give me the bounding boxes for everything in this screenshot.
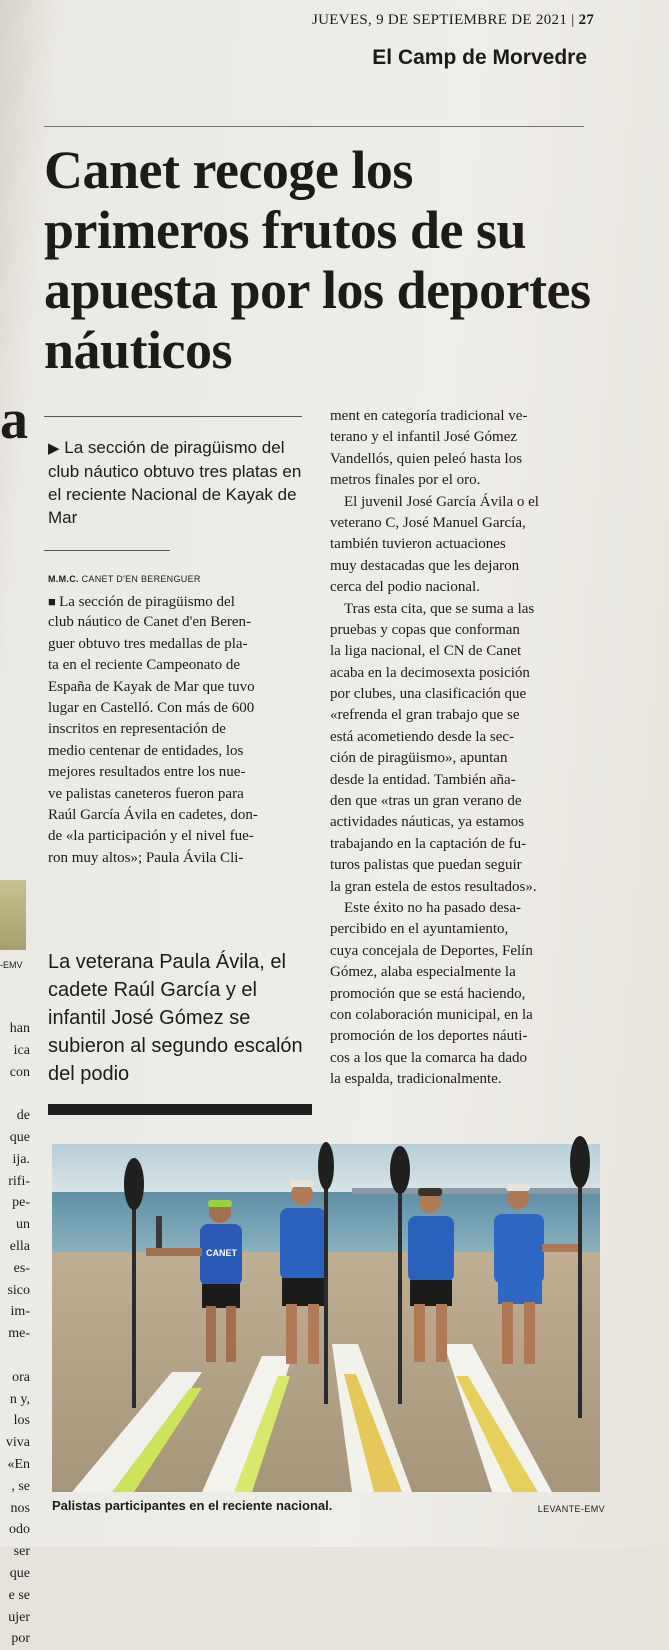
adjacent-text-fragment: ora bbox=[12, 1369, 30, 1385]
body-column-2 bbox=[330, 406, 594, 1091]
body-text-line: está acometiendo desde la sec- bbox=[330, 728, 515, 745]
square-bullet-icon: ■ bbox=[48, 594, 60, 609]
body-text-line: muy destacadas que les dejaron bbox=[330, 557, 520, 574]
issue-date: JUEVES, 9 DE SEPTIEMBRE DE 2021 bbox=[312, 12, 568, 28]
adjacent-photo-fragment bbox=[0, 880, 26, 950]
adjacent-article-fragment bbox=[0, 140, 34, 1647]
body-text-line: la espalda, tradicionalmente. bbox=[330, 1071, 502, 1088]
body-text-line: la gran estela de estos resultados». bbox=[330, 878, 537, 895]
header-rule bbox=[44, 126, 584, 127]
adjacent-text-fragment: ser bbox=[13, 1544, 30, 1560]
adjacent-text-fragment: por bbox=[11, 1631, 30, 1647]
body-text-line: turos palistas que puedan seguir bbox=[330, 857, 522, 874]
adjacent-text-fragment bbox=[0, 1345, 30, 1367]
body-text-line: trabajando en la captación de fu- bbox=[330, 835, 527, 852]
body-text-line: pruebas y copas que conforman bbox=[330, 621, 520, 638]
adjacent-text-fragment: , se bbox=[11, 1478, 30, 1494]
adjacent-text-fragment: es- bbox=[13, 1260, 30, 1276]
pull-quote: La veterana Paula Ávila, el cadete Raúl García y el infantil José Gómez se subieron al segundo escalón del podio bbox=[48, 951, 303, 1085]
body-text-line: «refrenda el gran trabajo que se bbox=[330, 707, 520, 724]
body-text-line: cos a los que la comarca ha dado bbox=[330, 1049, 527, 1066]
adjacent-text-fragment: que bbox=[9, 1565, 30, 1581]
body-text-line: la liga nacional, el CN de Canet bbox=[330, 643, 522, 660]
adjacent-headline-fragment: a bbox=[0, 389, 28, 451]
body-text-line: también tuvieron actuaciones bbox=[330, 536, 506, 553]
adjacent-text-fragment: los bbox=[13, 1413, 30, 1429]
body-text-line: veterano C, José Manuel García, bbox=[330, 514, 526, 531]
body-text-line: por clubes, una clasificación que bbox=[330, 686, 527, 703]
adjacent-text-fragment: han bbox=[9, 1021, 30, 1036]
page-header bbox=[312, 12, 594, 29]
adjacent-text-fragment: ella bbox=[9, 1238, 30, 1254]
adjacent-text-fragment: e se bbox=[8, 1587, 30, 1603]
adjacent-credit-fragment: -EMV bbox=[0, 960, 23, 970]
byline bbox=[48, 574, 201, 584]
adjacent-text-fragment: pe- bbox=[12, 1195, 30, 1211]
byline-author: M.M.C. bbox=[48, 574, 79, 584]
distant-pier bbox=[352, 1188, 600, 1194]
adjacent-text-fragment: viva bbox=[5, 1435, 30, 1451]
body-text-line: inscritos en representación de bbox=[48, 721, 226, 738]
adjacent-text-fragment: odo bbox=[9, 1522, 30, 1538]
body-text-line: ción de piragüismo», apuntan bbox=[330, 750, 508, 767]
body-text-line bbox=[48, 591, 306, 612]
subtitle-rule bbox=[44, 416, 302, 417]
pull-quote-rule bbox=[48, 1104, 312, 1115]
section-title: El Camp de Morvedre bbox=[372, 46, 587, 69]
adjacent-text-column bbox=[0, 1018, 30, 1650]
body-text-line: mejores resultados entre los nue- bbox=[48, 764, 246, 781]
adjacent-text-fragment: ujer bbox=[8, 1609, 30, 1625]
body-text-line: Gómez, alaba especialmente la bbox=[330, 964, 516, 981]
body-text-line: den que «tras un gran verano de bbox=[330, 793, 522, 810]
body-text-line: promoción de los deportes náuti- bbox=[330, 1028, 528, 1045]
body-text-line: acaba en la decimosexta posición bbox=[330, 664, 530, 681]
adjacent-text-fragment: rifi- bbox=[8, 1173, 30, 1189]
adjacent-text-fragment: un bbox=[16, 1217, 30, 1233]
body-text-line: Tras esta cita, que se suma a las bbox=[344, 600, 535, 617]
body-text-line: ron muy altos»; Paula Ávila Cli- bbox=[48, 849, 244, 866]
body-text-line: Este éxito no ha pasado desa- bbox=[344, 899, 522, 916]
triangle-bullet-icon: ▶ bbox=[48, 440, 60, 457]
adjacent-text-fragment: con bbox=[9, 1064, 30, 1080]
article-photo bbox=[52, 1144, 600, 1492]
adjacent-text-fragment: «En bbox=[7, 1456, 30, 1472]
shirt-club-label: CANET bbox=[206, 1248, 237, 1258]
body-text-line: con colaboración municipal, en la bbox=[330, 1006, 533, 1023]
body-text-line: ment en categoría tradicional ve- bbox=[330, 408, 528, 424]
header-separator: | bbox=[571, 12, 579, 28]
body-text-line: cerca del podio nacional. bbox=[330, 579, 480, 596]
body-text-line-content: La sección de piragüismo del bbox=[59, 594, 235, 610]
body-text-line: cuya concejala de Deportes, Felín bbox=[330, 942, 533, 959]
body-column-1 bbox=[48, 591, 306, 869]
body-text-line: Vandellós, quien peleó hasta los bbox=[330, 450, 523, 467]
body-text-line: El juvenil José García Ávila o el bbox=[344, 493, 539, 510]
body-text-line: metros finales por el oro. bbox=[330, 472, 481, 489]
adjacent-text-fragment: ica bbox=[13, 1042, 30, 1058]
body-text-line: medio centenar de entidades, los bbox=[48, 742, 244, 759]
body-text-line: actividades náuticas, ya estamos bbox=[330, 814, 525, 831]
byline-location: CANET D'EN BERENGUER bbox=[81, 574, 201, 584]
adjacent-text-fragment: n y, bbox=[9, 1391, 30, 1407]
page-number: 27 bbox=[578, 12, 595, 28]
body-text-line: desde la entidad. También aña- bbox=[330, 771, 516, 788]
article-headline: Canet recoge los primeros frutos de su apuesta por los deportes náuticos bbox=[44, 140, 591, 380]
body-text-line: terano y el infantil José Gómez bbox=[330, 429, 518, 446]
adjacent-text-fragment: ija. bbox=[12, 1151, 30, 1167]
body-text-line: ta en el reciente Campeonato de bbox=[48, 657, 240, 674]
body-text-line: percibido en el ayuntamiento, bbox=[330, 921, 509, 938]
adjacent-text-fragment: de bbox=[16, 1108, 30, 1124]
adjacent-text-fragment bbox=[0, 1083, 30, 1105]
body-text-line: club náutico de Canet d'en Beren- bbox=[48, 614, 252, 631]
adjacent-text-fragment: nos bbox=[10, 1500, 30, 1516]
body-text-line: lugar en Castelló. Con más de 600 bbox=[48, 699, 255, 716]
photo-credit: LEVANTE-EMV bbox=[537, 1504, 605, 1514]
adjacent-text-fragment: me- bbox=[8, 1326, 30, 1342]
body-text-line: promoción que se está haciendo, bbox=[330, 985, 526, 1002]
body-text-line: de «la participación y el nivel fue- bbox=[48, 828, 254, 845]
body-text-line: Raúl García Ávila en cadetes, don- bbox=[48, 806, 258, 823]
adjacent-text-fragment: que bbox=[9, 1129, 30, 1145]
adjacent-text-fragment: sico bbox=[7, 1282, 30, 1298]
article-subtitle bbox=[48, 436, 306, 529]
adjacent-text-fragment: im- bbox=[10, 1304, 30, 1320]
body-text-line: guer obtuvo tres medallas de pla- bbox=[48, 635, 248, 652]
distant-person bbox=[156, 1216, 162, 1250]
photo-caption: Palistas participantes en el reciente nacional. bbox=[52, 1498, 333, 1513]
body-text-line: España de Kayak de Mar que tuvo bbox=[48, 678, 255, 695]
body-text-line: ve palistas caneteros fueron para bbox=[48, 785, 244, 802]
byline-rule bbox=[44, 550, 170, 551]
subtitle-text: La sección de piragüismo del club náutico obtuvo tres platas en el reciente Nacional de Kayak de Mar bbox=[48, 438, 302, 527]
beach-paddlers-photo bbox=[52, 1144, 600, 1492]
